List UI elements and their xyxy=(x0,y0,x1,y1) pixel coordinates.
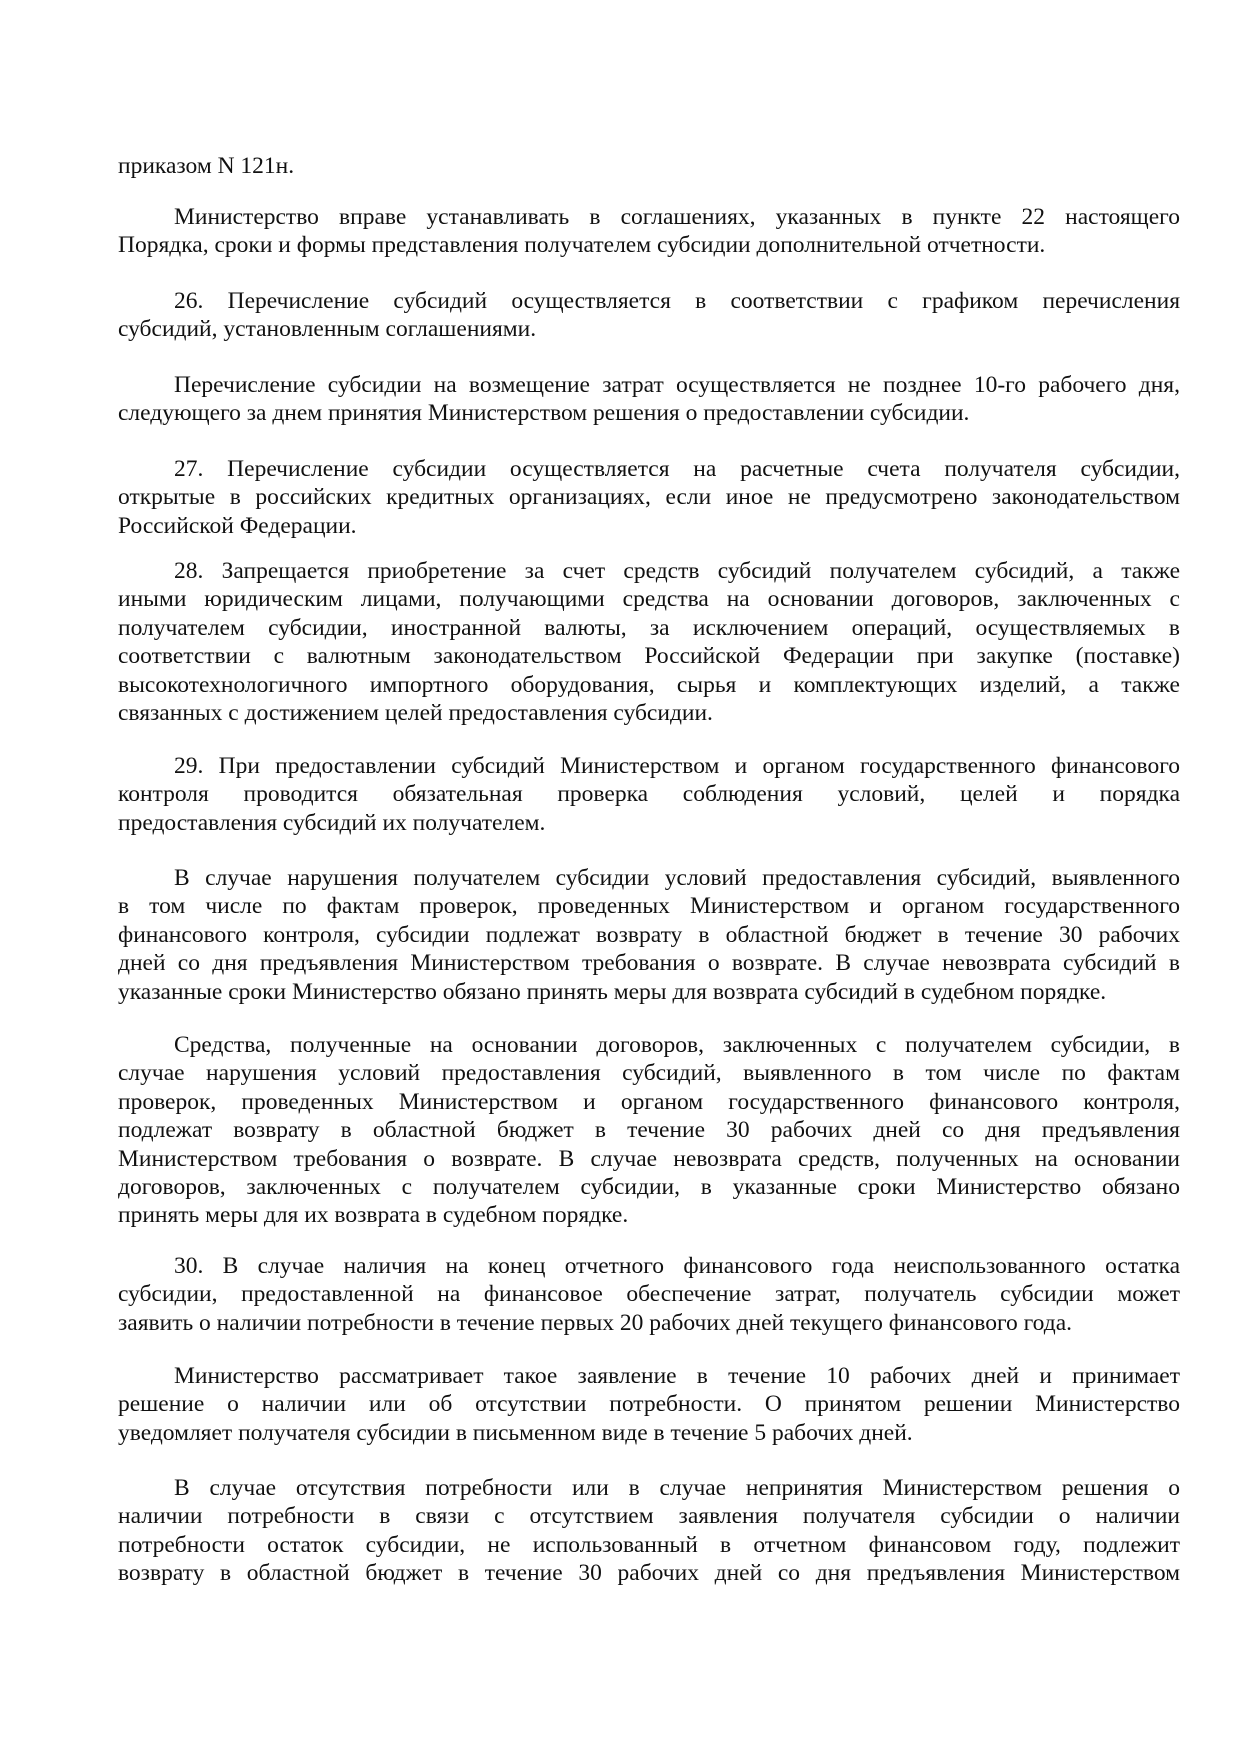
text-line: высокотехнологичного импортного оборудования, сырья и комплектующих изделий, а также xyxy=(118,671,1180,698)
paragraph xyxy=(118,152,1180,180)
paragraph xyxy=(118,1252,1180,1337)
text-line: Порядка, сроки и формы представления получателем субсидии дополнительной отчетности. xyxy=(118,232,1046,259)
paragraph xyxy=(118,287,1180,344)
text-line: договоров, заключенных с получателем субсидии, в указанные сроки Министерство обязано xyxy=(118,1173,1180,1200)
text-line: решение о наличии или об отсутствии потребности. О принятом решении Министерство xyxy=(118,1391,1180,1418)
paragraph xyxy=(118,1031,1180,1230)
text-line: 26. Перечисление субсидий осуществляется в соответствии с графиком перечисления xyxy=(174,288,1180,314)
text-line: следующего за днем принятия Министерством решения о предоставлении субсидии. xyxy=(118,400,970,427)
text-line: 28. Запрещается приобретение за счет средств субсидий получателем субсидий, а также xyxy=(174,558,1180,584)
text-line: В случае нарушения получателем субсидии условий предоставления субсидий, выявленного xyxy=(174,865,1180,891)
text-line: открытые в российских кредитных организациях, если иное не предусмотрено законодательством xyxy=(118,484,1180,511)
text-line: возврату в областной бюджет в течение 30 рабочих дней со дня предъявления Министерством xyxy=(118,1560,1180,1587)
paragraph xyxy=(118,1362,1180,1447)
text-line: 27. Перечисление субсидии осуществляется на расчетные счета получателя субсидии, xyxy=(174,456,1180,482)
paragraph xyxy=(118,371,1180,428)
text-line: наличии потребности в связи с отсутствием заявления получателя субсидии о наличии xyxy=(118,1503,1180,1530)
text-line: уведомляет получателя субсидии в письменном виде в течение 5 рабочих дней. xyxy=(118,1419,913,1446)
text-line: Министерством требования о возврате. В случае невозврата средств, полученных на основании xyxy=(118,1145,1180,1172)
paragraph xyxy=(118,1474,1180,1588)
text-line: 29. При предоставлении субсидий Министерством и органом государственного финансового xyxy=(174,753,1180,779)
text-line: субсидии, предоставленной на финансовое обеспечение затрат, получатель субсидии может xyxy=(118,1281,1180,1308)
paragraph xyxy=(118,864,1180,1006)
paragraph xyxy=(118,455,1180,540)
text-line: Перечисление субсидии на возмещение затрат осуществляется не позднее 10-го рабочего дня, xyxy=(174,372,1180,398)
text-line: Средства, полученные на основании договоров, заключенных с получателем субсидии, в xyxy=(174,1032,1180,1058)
text-line: приказом N 121н. xyxy=(118,153,295,179)
text-line: дней со дня предъявления Министерством требования о возврате. В случае невозврата субсидий в xyxy=(118,950,1180,977)
text-line: заявить о наличии потребности в течение первых 20 рабочих дней текущего финансового года. xyxy=(118,1309,1073,1336)
text-line: соответствии с валютным законодательством Российской Федерации при закупке (поставке) xyxy=(118,643,1180,670)
text-line: предоставления субсидий их получателем. xyxy=(118,809,546,836)
text-line: в том числе по фактам проверок, проведенных Министерством и органом государственного xyxy=(118,893,1180,920)
paragraph xyxy=(118,557,1180,727)
text-line: 30. В случае наличия на конец отчетного финансового года неиспользованного остатка xyxy=(174,1253,1180,1279)
text-line: субсидий, установленным соглашениями. xyxy=(118,316,537,343)
paragraph xyxy=(118,203,1180,260)
paragraph xyxy=(118,752,1180,837)
text-line: потребности остаток субсидии, не использованный в отчетном финансовом году, подлежит xyxy=(118,1531,1180,1558)
text-line: В случае отсутствия потребности или в случае непринятия Министерством решения о xyxy=(174,1475,1180,1501)
text-line: случае нарушения условий предоставления субсидий, выявленного в том числе по фактам xyxy=(118,1060,1180,1087)
text-line: указанные сроки Министерство обязано принять меры для возврата субсидий в судебном порядке. xyxy=(118,978,1107,1005)
text-line: контроля проводится обязательная проверка соблюдения условий, целей и порядка xyxy=(118,781,1180,808)
text-line: иными юридическим лицами, получающими средства на основании договоров, заключенных с xyxy=(118,586,1180,613)
text-line: Российской Федерации. xyxy=(118,512,357,539)
text-line: проверок, проведенных Министерством и органом государственного финансового контроля, xyxy=(118,1088,1180,1115)
text-line: Министерство вправе устанавливать в соглашениях, указанных в пункте 22 настоящего xyxy=(174,204,1180,230)
text-line: подлежат возврату в областной бюджет в течение 30 рабочих дней со дня предъявления xyxy=(118,1117,1180,1144)
text-line: финансового контроля, субсидии подлежат возврату в областной бюджет в течение 30 рабочих xyxy=(118,921,1180,948)
text-line: принять меры для их возврата в судебном порядке. xyxy=(118,1202,629,1229)
text-line: связанных с достижением целей предоставления субсидии. xyxy=(118,699,713,726)
text-line: Министерство рассматривает такое заявление в течение 10 рабочих дней и принимает xyxy=(174,1363,1180,1389)
text-line: получателем субсидии, иностранной валюты, за исключением операций, осуществляемых в xyxy=(118,614,1180,641)
